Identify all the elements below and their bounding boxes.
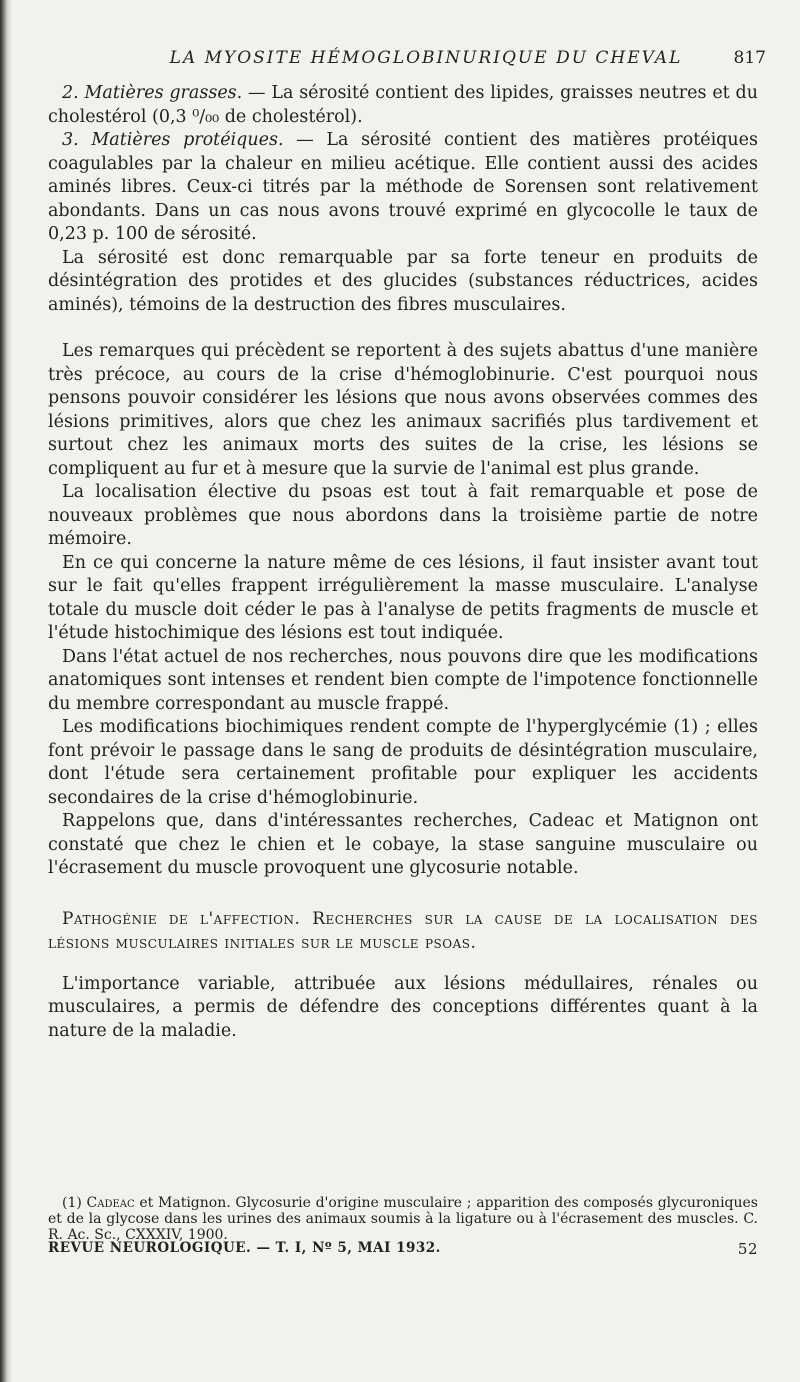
paragraph-proteins: 3. Matières protéiques. — La sérosité contient des matières protéiques coagulables par la chaleur en milieu acétique. Elle contient aussi des acides aminés libres. Ceux-ci titrés par la méthode de Sorensen sont relativement abondants. Dans un cas nous avons trouvé exprimé en glycocolle le taux de 0,23 p. 100 de sérosité. [48,130,758,244]
footnote-text: et Matignon. Glycosurie d'origine musculaire ; apparition des composés glycuroniques et de la glycose dans les urines des animaux soumis à la ligature ou à l'écrasement des muscles. C. R. Ac. Sc., CXXXIV, 1900. [48,1195,758,1243]
paragraph-psoas: La localisation élective du psoas est tout à fait remarquable et pose de nouveaux problèmes que nous abordons dans la troisième partie de notre mémoire. [48,482,758,549]
paragraph-remarks: Les remarques qui précèdent se reportent à des sujets abattus d'une manière très précoce, au cours de la crise d'hémoglobinurie. C'est pourquoi nous pensons pouvoir considérer les lésions que nous avons observées commes des lésions primitives, alors que chez les animaux sacrifiés plus tardivement et surtout chez les animaux morts des suites de la crise, les lésions se compliquent au fur et à mesure que la survie de l'animal est plus grande. [48,341,758,479]
journal-footer [48,1240,758,1256]
footnote-marker: (1) Cadeac [62,1195,135,1211]
paragraph-lesions: En ce qui concerne la nature même de ces lésions, il faut insister avant tout sur le fait qu'elles frappent irrégulièrement la masse musculaire. L'analyse totale du muscle doit céder le pas à l'analyse de petits fragments de muscle et l'étude histochimique des lésions est tout indiquée. [48,552,758,643]
paragraph-state: Dans l'état actuel de nos recherches, nous pouvons dire que les modifications anatomiques sont intenses et rendent bien compte de l'impotence fonctionnelle du membre correspondant au muscle frappé. [48,646,758,714]
body-text [48,82,758,1043]
subheading-fats: 2. Matières grasses. [62,83,243,103]
page-number: 817 [733,48,766,68]
paragraph-importance: L'importance variable, attribuée aux lésions médullaires, rénales ou musculaires, a permis de défendre des conceptions différentes quant à la nature de la maladie. [48,973,758,1041]
journal-reference: REVUE NEUROLOGIQUE. — T. I, Nº 5, MAI 1932. [48,1240,441,1256]
paragraph-fats: 2. Matières grasses. — La sérosité contient des lipides, graisses neutres et du cholestérol (0,3 ⁰/₀₀ de cholestérol). [48,83,758,127]
paragraph-serosity: La sérosité est donc remarquable par sa forte teneur en produits de désintégration des protides et des glucides (substances réductrices, acides aminés), témoins de la destruction des fibres musculaires. [48,247,758,315]
paragraph-recall: Rappelons que, dans d'intéressantes recherches, Cadeac et Matignon ont constaté que chez le chien et le cobaye, la stase sanguine musculaire ou l'écrasement du muscle provoquent une glycosurie notable. [48,811,758,878]
sheet-number: 52 [737,1240,758,1258]
page-binding-edge [0,0,12,1382]
section-heading: Pathogénie de l'affection. Recherches sur la cause de la localisation des lésions musculaires initiales sur le muscle psoas. [48,908,758,953]
footnote [48,1195,758,1243]
paragraph-biochemical: Les modifications biochimiques rendent compte de l'hyperglycémie (1) ; elles font prévoir le passage dans le sang de produits de désintégration musculaire, dont l'étude sera certainement profitable pour expliquer les accidents secondaires de la crise d'hémoglobinurie. [48,717,758,808]
running-title: LA MYOSITE HÉMOGLOBINURIQUE DU CHEVAL [169,48,683,68]
subheading-proteins: 3. Matières protéiques. [62,130,284,150]
